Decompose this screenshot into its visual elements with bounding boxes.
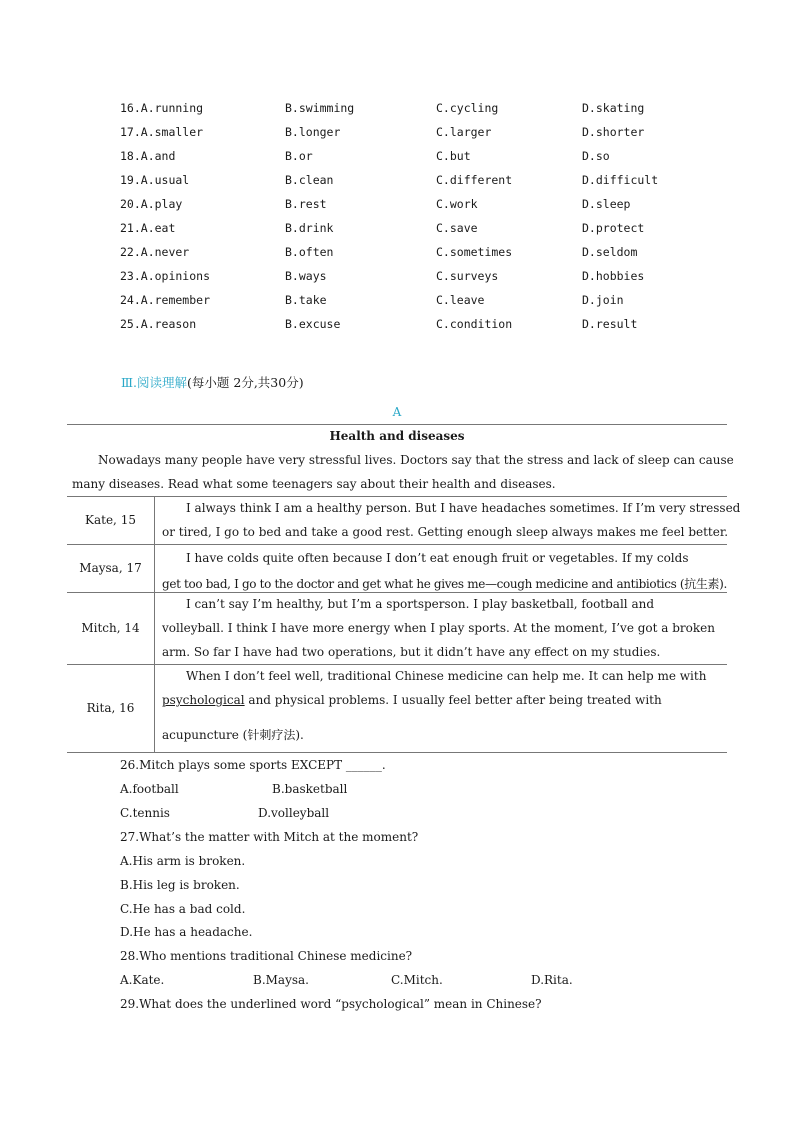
option-c: C.work: [436, 197, 478, 211]
option-d: D.shorter: [582, 125, 645, 139]
option-c: C.but: [436, 149, 471, 163]
passage-title: Health and diseases: [329, 429, 465, 443]
option-b: B.excuse: [285, 317, 341, 331]
table-bottom-rule: [67, 752, 727, 753]
mitch-line-2: volleyball. I think I have more energy when I play sports. At the moment, I’ve got a broken: [162, 621, 715, 635]
option-d: D.difficult: [582, 173, 659, 187]
option-b: B.often: [285, 245, 334, 259]
mitch-line-1: I can’t say I’m healthy, but I’m a sportsperson. I play basketball, football and: [186, 597, 655, 611]
q28-option-d: D.Rita.: [531, 973, 573, 987]
option-c: C.save: [436, 221, 478, 235]
passage-letter: A: [392, 405, 402, 419]
maysa-line-2: get too bad, I go to the doctor and get what he gives me—cough medicine and antibiotics (抗生素).: [162, 577, 727, 591]
question-26: 26.Mitch plays some sports EXCEPT ______.: [120, 758, 386, 772]
section-note: (每小题 2分,共30分): [187, 375, 304, 390]
option-a: 25.A.reason: [120, 317, 197, 331]
option-a: 17.A.smaller: [120, 125, 204, 139]
q27-option-d: D.He has a headache.: [120, 925, 253, 939]
option-a: 21.A.eat: [120, 221, 176, 235]
option-c: C.cycling: [436, 101, 499, 115]
row-divider: [67, 544, 727, 545]
option-row-20: [0, 197, 794, 221]
q27-option-c: C.He has a bad cold.: [120, 902, 246, 916]
option-b: B.drink: [285, 221, 334, 235]
section-title: Ⅲ.阅读理解: [121, 375, 188, 390]
option-a: 19.A.usual: [120, 173, 190, 187]
q28-option-b: B.Maysa.: [253, 973, 309, 987]
row-name-mitch: Mitch, 14: [81, 621, 140, 635]
option-a: 20.A.play: [120, 197, 183, 211]
q26-option-a: A.football: [120, 782, 179, 796]
option-b: B.take: [285, 293, 327, 307]
column-divider: [154, 496, 155, 752]
intro-line-2: many diseases. Read what some teenagers say about their health and diseases.: [72, 477, 556, 491]
table-top-rule: [67, 424, 727, 425]
option-d: D.result: [582, 317, 638, 331]
option-b: B.ways: [285, 269, 327, 283]
option-c: C.condition: [436, 317, 513, 331]
option-a: 18.A.and: [120, 149, 176, 163]
option-d: D.seldom: [582, 245, 638, 259]
option-a: 24.A.remember: [120, 293, 211, 307]
rita-line-1: When I don’t feel well, traditional Chinese medicine can help me. It can help me with: [186, 669, 707, 683]
option-d: D.protect: [582, 221, 645, 235]
row-name-kate: Kate, 15: [85, 513, 136, 527]
rita-line-3: acupuncture (针刺疗法).: [162, 728, 304, 742]
option-d: D.so: [582, 149, 610, 163]
option-b: B.longer: [285, 125, 341, 139]
question-29: 29.What does the underlined word “psychological” mean in Chinese?: [120, 997, 542, 1011]
option-row-24: [0, 293, 794, 317]
q28-option-c: C.Mitch.: [391, 973, 443, 987]
option-b: B.swimming: [285, 101, 355, 115]
option-b: B.clean: [285, 173, 334, 187]
option-row-19: [0, 173, 794, 197]
intro-line-1: Nowadays many people have very stressful lives. Doctors say that the stress and lack of sleep can cause: [98, 453, 734, 467]
option-c: C.different: [436, 173, 513, 187]
q26-option-b: B.basketball: [272, 782, 348, 796]
option-row-22: [0, 245, 794, 269]
maysa-line-1: I have colds quite often because I don’t eat enough fruit or vegetables. If my colds: [186, 551, 689, 565]
row-divider: [67, 496, 727, 497]
option-row-23: [0, 269, 794, 293]
section-heading: [121, 373, 304, 391]
row-name-rita: Rita, 16: [86, 701, 135, 715]
q28-option-a: A.Kate.: [120, 973, 165, 987]
kate-line-1: I always think I am a healthy person. But I have headaches sometimes. If I’m very stressed: [186, 501, 741, 515]
q26-option-c: C.tennis: [120, 806, 170, 820]
q27-option-a: A.His arm is broken.: [120, 854, 246, 868]
question-27: 27.What’s the matter with Mitch at the moment?: [120, 830, 419, 844]
option-c: C.leave: [436, 293, 485, 307]
option-d: D.join: [582, 293, 624, 307]
row-divider: [67, 592, 727, 593]
mitch-line-3: arm. So far I have had two operations, but it didn’t have any effect on my studies.: [162, 645, 661, 659]
option-c: C.sometimes: [436, 245, 513, 259]
q26-option-d: D.volleyball: [258, 806, 330, 820]
q27-option-b: B.His leg is broken.: [120, 878, 240, 892]
option-row-16: [0, 101, 794, 125]
row-divider: [67, 664, 727, 665]
option-row-21: [0, 221, 794, 245]
option-c: C.surveys: [436, 269, 499, 283]
option-b: B.or: [285, 149, 313, 163]
option-row-18: [0, 149, 794, 173]
option-c: C.larger: [436, 125, 492, 139]
rita-line-2: [162, 693, 662, 707]
row-name-maysa: Maysa, 17: [79, 561, 142, 575]
option-d: D.skating: [582, 101, 645, 115]
option-a: 16.A.running: [120, 101, 204, 115]
option-row-17: [0, 125, 794, 149]
option-b: B.rest: [285, 197, 327, 211]
rita-line-2-rest: and physical problems. I usually feel better after being treated with: [244, 693, 662, 707]
kate-line-2: or tired, I go to bed and take a good rest. Getting enough sleep always makes me feel better.: [162, 525, 729, 539]
option-d: D.hobbies: [582, 269, 645, 283]
option-a: 23.A.opinions: [120, 269, 211, 283]
option-d: D.sleep: [582, 197, 631, 211]
underlined-word: psychological: [162, 693, 245, 707]
option-a: 22.A.never: [120, 245, 190, 259]
question-28: 28.Who mentions traditional Chinese medicine?: [120, 949, 413, 963]
option-row-25: [0, 317, 794, 341]
